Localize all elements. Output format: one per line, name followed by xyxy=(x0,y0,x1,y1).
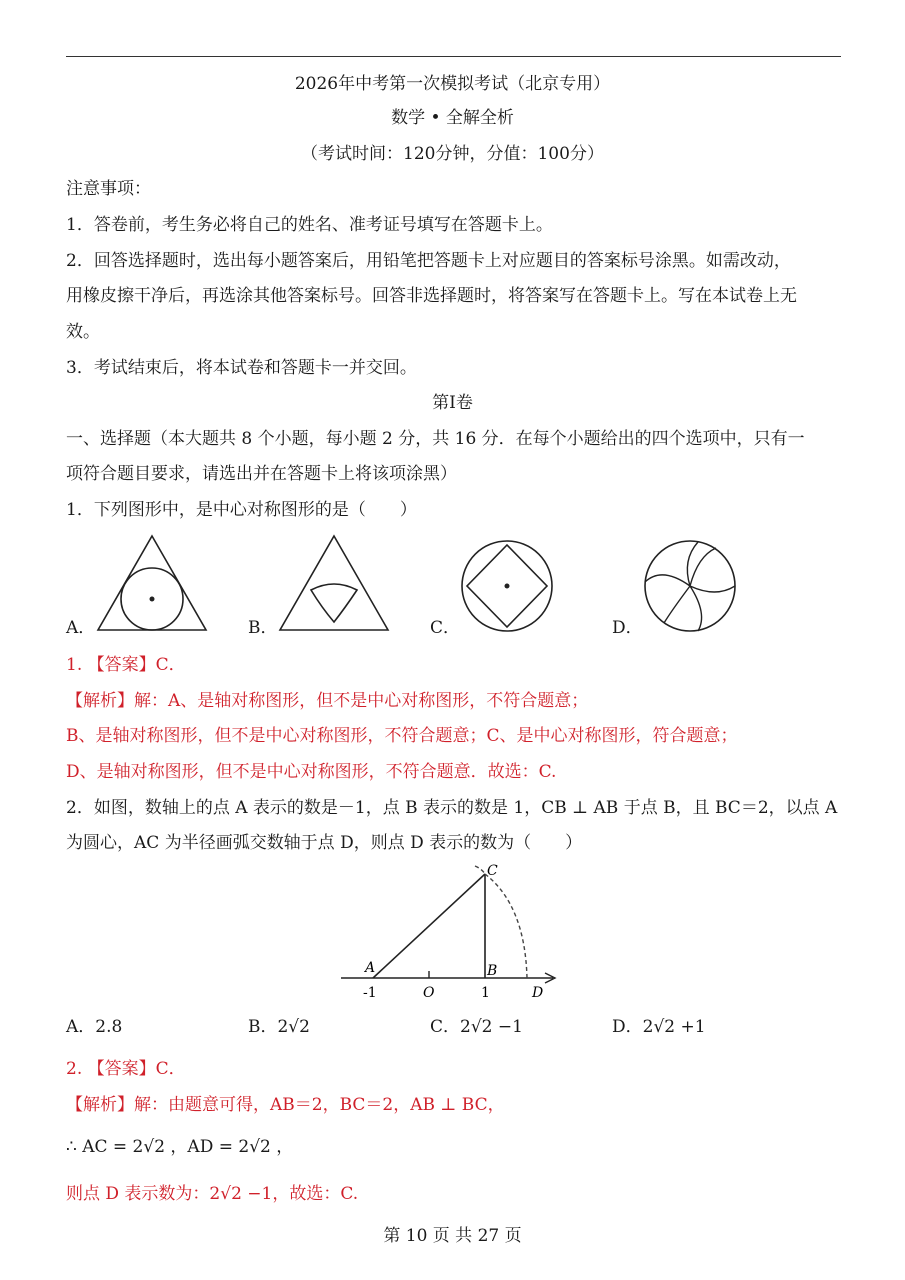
exam-info: （考试时间：120分钟，分值：100分） xyxy=(301,144,604,164)
section-intro-line1: 一、选择题（本大题共 8 个小题，每小题 2 分，共 16 分．在每个小题给出的四个选项中，只有一 xyxy=(66,429,805,449)
q1-answer: 1. 【答案】C． xyxy=(66,655,186,675)
q1-analysis-line3: D、是轴对称图形，但不是中心对称图形，不符合题意．故选：C. xyxy=(66,762,557,782)
q2-analysis-line2: ∴ AC = 2√2 ，AD = 2√2 ， xyxy=(66,1137,294,1157)
q2-option-a: A．2.8 xyxy=(66,1017,123,1037)
volume-heading: 第Ⅰ卷 xyxy=(432,393,473,413)
arc-dashed-top xyxy=(475,866,485,874)
q1-figure-c xyxy=(455,536,560,636)
label-c: C xyxy=(487,863,498,879)
q2-stem-line1: 2．如图，数轴上的点 A 表示的数是－1，点 B 表示的数是 1，CB ⊥ AB 于点 B，且 BC＝2，以点 A xyxy=(66,798,838,818)
notice-item-3: 3．考试结束后，将本试卷和答题卡一并交回。 xyxy=(66,358,417,378)
q1-option-a: A． xyxy=(66,618,96,638)
q2-analysis-line3: 则点 D 表示数为：2√2 −1，故选：C. xyxy=(66,1184,359,1204)
tick-label-one: 1 xyxy=(481,985,490,1001)
center-dot xyxy=(505,584,510,589)
q1-option-b: B． xyxy=(248,618,278,638)
q1-figure-a xyxy=(90,532,215,634)
q1-figure-b xyxy=(272,532,397,634)
triangle-shape xyxy=(98,536,206,630)
q2-analysis-line1 xyxy=(66,1093,505,1117)
triangle-shape xyxy=(280,536,388,630)
q1-analysis-line1 xyxy=(66,689,588,713)
tick-label-minus-one: -1 xyxy=(363,985,377,1001)
q2-option-c: C．2√2 −1 xyxy=(430,1017,523,1037)
q2-option-d: D．2√2 +1 xyxy=(612,1017,706,1037)
q1-option-d: D． xyxy=(612,618,643,638)
notice-item-2-line3: 效。 xyxy=(66,322,100,342)
label-d: D xyxy=(532,985,544,1001)
label-b: B xyxy=(487,963,498,979)
page-footer: 第 10 页 共 27 页 xyxy=(383,1226,522,1246)
q2-answer: 2. 【答案】C． xyxy=(66,1059,186,1079)
notice-item-2-line1: 2．回答选择题时，选出每小题答案后，用铅笔把答题卡上对应题目的答案标号涂黑。如需改动， xyxy=(66,251,791,271)
q2-option-b: B．2√2 xyxy=(248,1017,310,1037)
segment-ac xyxy=(373,874,485,978)
q1-stem: 1．下列图形中，是中心对称图形的是（ ） xyxy=(66,500,417,520)
analysis-label: 【解析】 xyxy=(66,691,134,711)
header-rule xyxy=(66,56,841,57)
page-title: 2026年中考第一次模拟考试（北京专用） xyxy=(294,74,611,94)
analysis-text: 解：A、是轴对称图形，但不是中心对称图形，不符合题意； xyxy=(134,691,589,711)
notice-heading: 注意事项： xyxy=(66,179,151,199)
center-dot xyxy=(150,597,155,602)
notice-item-1: 1．答卷前，考生务必将自己的姓名、准考证号填写在答题卡上。 xyxy=(66,215,553,235)
q1-figure-d xyxy=(638,536,743,636)
label-o: O xyxy=(423,985,435,1001)
q2-number-line-figure xyxy=(335,855,565,1005)
notice-item-2-line2: 用橡皮擦干净后，再选涂其他答案标号。回答非选择题时，将答案写在答题卡上。写在本试卷上无 xyxy=(66,286,797,306)
q1-analysis-line2: B、是轴对称图形，但不是中心对称图形，不符合题意；C、是中心对称图形，符合题意； xyxy=(66,726,738,746)
section-intro-line2: 项符合题目要求，请选出并在答题卡上将该项涂黑） xyxy=(66,464,457,484)
q1-option-c: C． xyxy=(430,618,461,638)
analysis-label: 【解析】 xyxy=(66,1095,134,1115)
label-a: A xyxy=(365,960,376,976)
curved-triangle-shape xyxy=(311,584,357,622)
q2-stem-line2: 为圆心，AC 为半径画弧交数轴于点 D，则点 D 表示的数为（ ） xyxy=(66,833,583,853)
analysis-text: 解：由题意可得，AB＝2，BC＝2，AB ⊥ BC， xyxy=(134,1095,505,1115)
page-subtitle: 数学 • 全解全析 xyxy=(391,108,514,128)
